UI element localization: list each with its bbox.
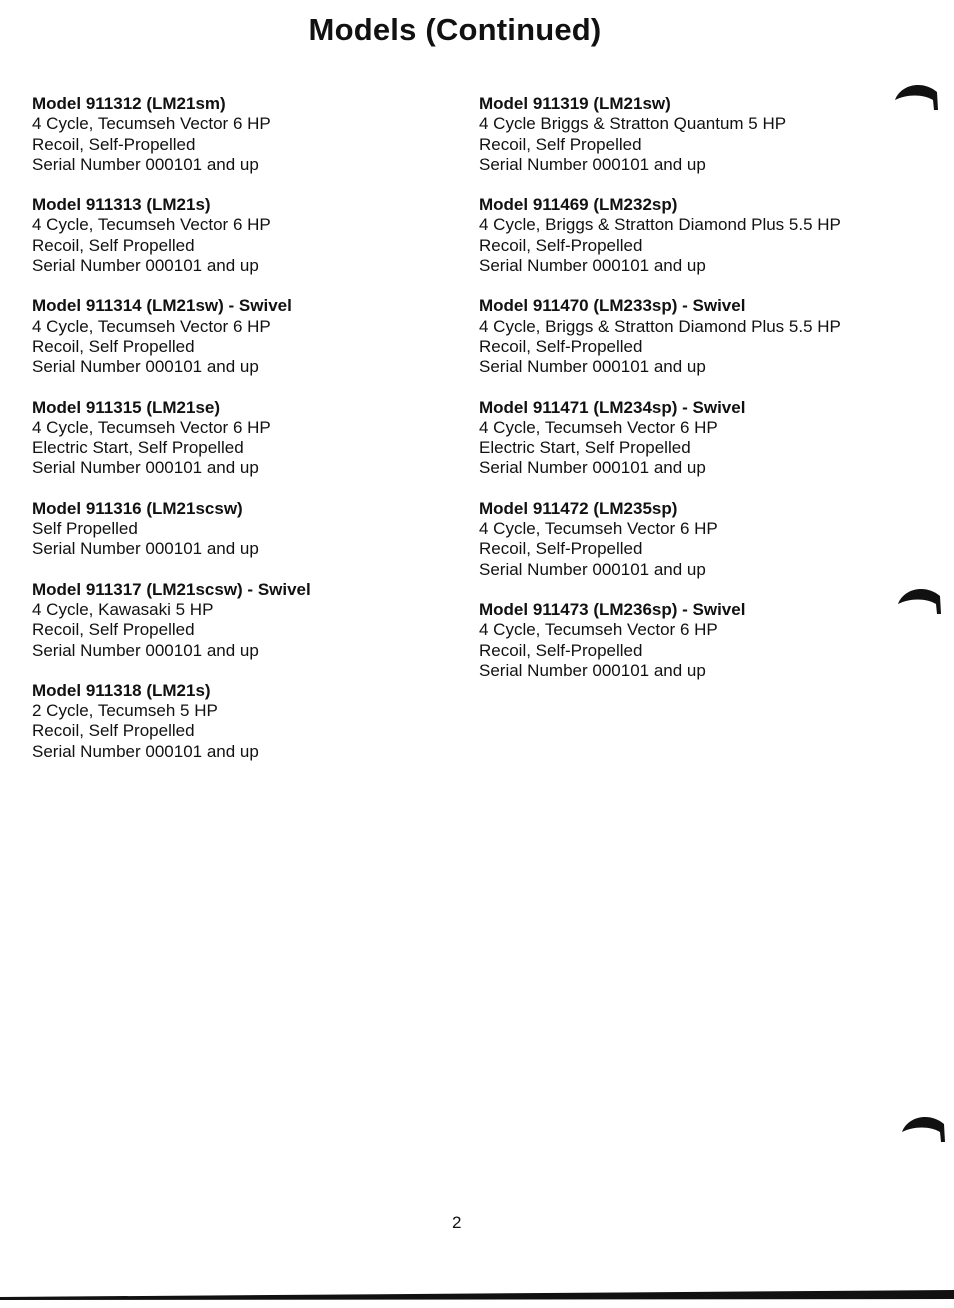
serial-range: Serial Number 000101 and up — [32, 357, 259, 377]
left-model-column — [32, 94, 432, 782]
start-drive-spec: Recoil, Self-Propelled — [479, 539, 643, 559]
drive-spec: Self Propelled — [32, 519, 138, 539]
start-drive-spec: Recoil, Self Propelled — [32, 620, 195, 640]
model-entry — [479, 296, 899, 377]
start-drive-spec: Recoil, Self-Propelled — [32, 134, 196, 154]
model-title: Model 911314 (LM21sw) - Swivel — [32, 296, 292, 316]
serial-range: Serial Number 000101 and up — [32, 640, 259, 660]
start-drive-spec: Recoil, Self-Propelled — [479, 336, 643, 356]
engine-spec: 2 Cycle, Tecumseh 5 HP — [32, 701, 218, 721]
model-entry — [32, 195, 432, 276]
serial-range: Serial Number 000101 and up — [32, 539, 259, 559]
start-drive-spec: Recoil, Self Propelled — [32, 721, 195, 741]
serial-range: Serial Number 000101 and up — [479, 154, 706, 174]
model-title: Model 911471 (LM234sp) - Swivel — [479, 397, 746, 417]
model-title: Model 911469 (LM232sp) — [479, 195, 678, 215]
model-title: Model 911317 (LM21scsw) - Swivel — [32, 579, 311, 599]
model-title: Model 911315 (LM21se) — [32, 397, 221, 417]
model-entry — [32, 499, 432, 560]
engine-spec: 4 Cycle, Briggs & Stratton Diamond Plus 5.5 HP — [479, 215, 841, 235]
model-title: Model 911312 (LM21sm) — [32, 94, 226, 113]
model-title: Model 911318 (LM21s) — [32, 680, 211, 700]
start-drive-spec: Recoil, Self Propelled — [32, 336, 195, 356]
start-drive-spec: Electric Start, Self Propelled — [479, 438, 691, 458]
model-entry — [479, 398, 899, 479]
model-entry — [32, 681, 432, 762]
serial-range: Serial Number 000101 and up — [479, 256, 706, 276]
start-drive-spec: Electric Start, Self Propelled — [32, 438, 244, 458]
engine-spec: 4 Cycle, Tecumseh Vector 6 HP — [32, 316, 271, 336]
serial-range: Serial Number 000101 and up — [32, 458, 259, 478]
engine-spec: 4 Cycle, Tecumseh Vector 6 HP — [32, 215, 271, 235]
binder-tab-mark-icon — [893, 78, 941, 114]
engine-spec: 4 Cycle, Tecumseh Vector 6 HP — [32, 114, 271, 134]
engine-spec: 4 Cycle Briggs & Stratton Quantum 5 HP — [479, 114, 787, 134]
serial-range: Serial Number 000101 and up — [479, 357, 706, 377]
model-entry — [32, 296, 432, 377]
engine-spec: 4 Cycle, Briggs & Stratton Diamond Plus 5.5 HP — [479, 316, 841, 336]
right-model-column — [479, 94, 899, 701]
serial-range: Serial Number 000101 and up — [32, 256, 259, 276]
serial-range: Serial Number 000101 and up — [479, 660, 706, 680]
model-entry — [479, 499, 899, 580]
page-number: 2 — [452, 1213, 462, 1232]
model-title: Model 911472 (LM235sp) — [479, 498, 678, 518]
model-title: Model 911470 (LM233sp) - Swivel — [479, 296, 746, 316]
page-title: Models (Continued) — [308, 12, 602, 47]
model-title: Model 911316 (LM21scsw) — [32, 498, 243, 518]
start-drive-spec: Recoil, Self Propelled — [32, 235, 195, 255]
serial-range: Serial Number 000101 and up — [32, 154, 259, 174]
binder-tab-mark-icon — [896, 582, 944, 618]
serial-range: Serial Number 000101 and up — [32, 741, 259, 761]
model-entry — [32, 94, 432, 175]
serial-range: Serial Number 000101 and up — [479, 458, 706, 478]
engine-spec: 4 Cycle, Tecumseh Vector 6 HP — [32, 417, 271, 437]
start-drive-spec: Recoil, Self-Propelled — [479, 235, 643, 255]
model-entry — [32, 580, 432, 661]
engine-spec: 4 Cycle, Kawasaki 5 HP — [32, 599, 214, 619]
model-entry — [32, 398, 432, 479]
engine-spec: 4 Cycle, Tecumseh Vector 6 HP — [479, 519, 718, 539]
start-drive-spec: Recoil, Self Propelled — [479, 134, 642, 154]
model-title: Model 911319 (LM21sw) — [479, 94, 671, 113]
binder-tab-mark-icon — [900, 1110, 948, 1146]
start-drive-spec: Recoil, Self-Propelled — [479, 640, 643, 660]
engine-spec: 4 Cycle, Tecumseh Vector 6 HP — [479, 417, 718, 437]
bottom-edge-rule — [0, 1289, 954, 1303]
model-title: Model 911473 (LM236sp) - Swivel — [479, 599, 746, 619]
engine-spec: 4 Cycle, Tecumseh Vector 6 HP — [479, 620, 718, 640]
model-entry — [479, 195, 899, 276]
model-entry — [479, 600, 899, 681]
model-entry — [479, 94, 899, 175]
serial-range: Serial Number 000101 and up — [479, 559, 706, 579]
model-title: Model 911313 (LM21s) — [32, 195, 211, 215]
